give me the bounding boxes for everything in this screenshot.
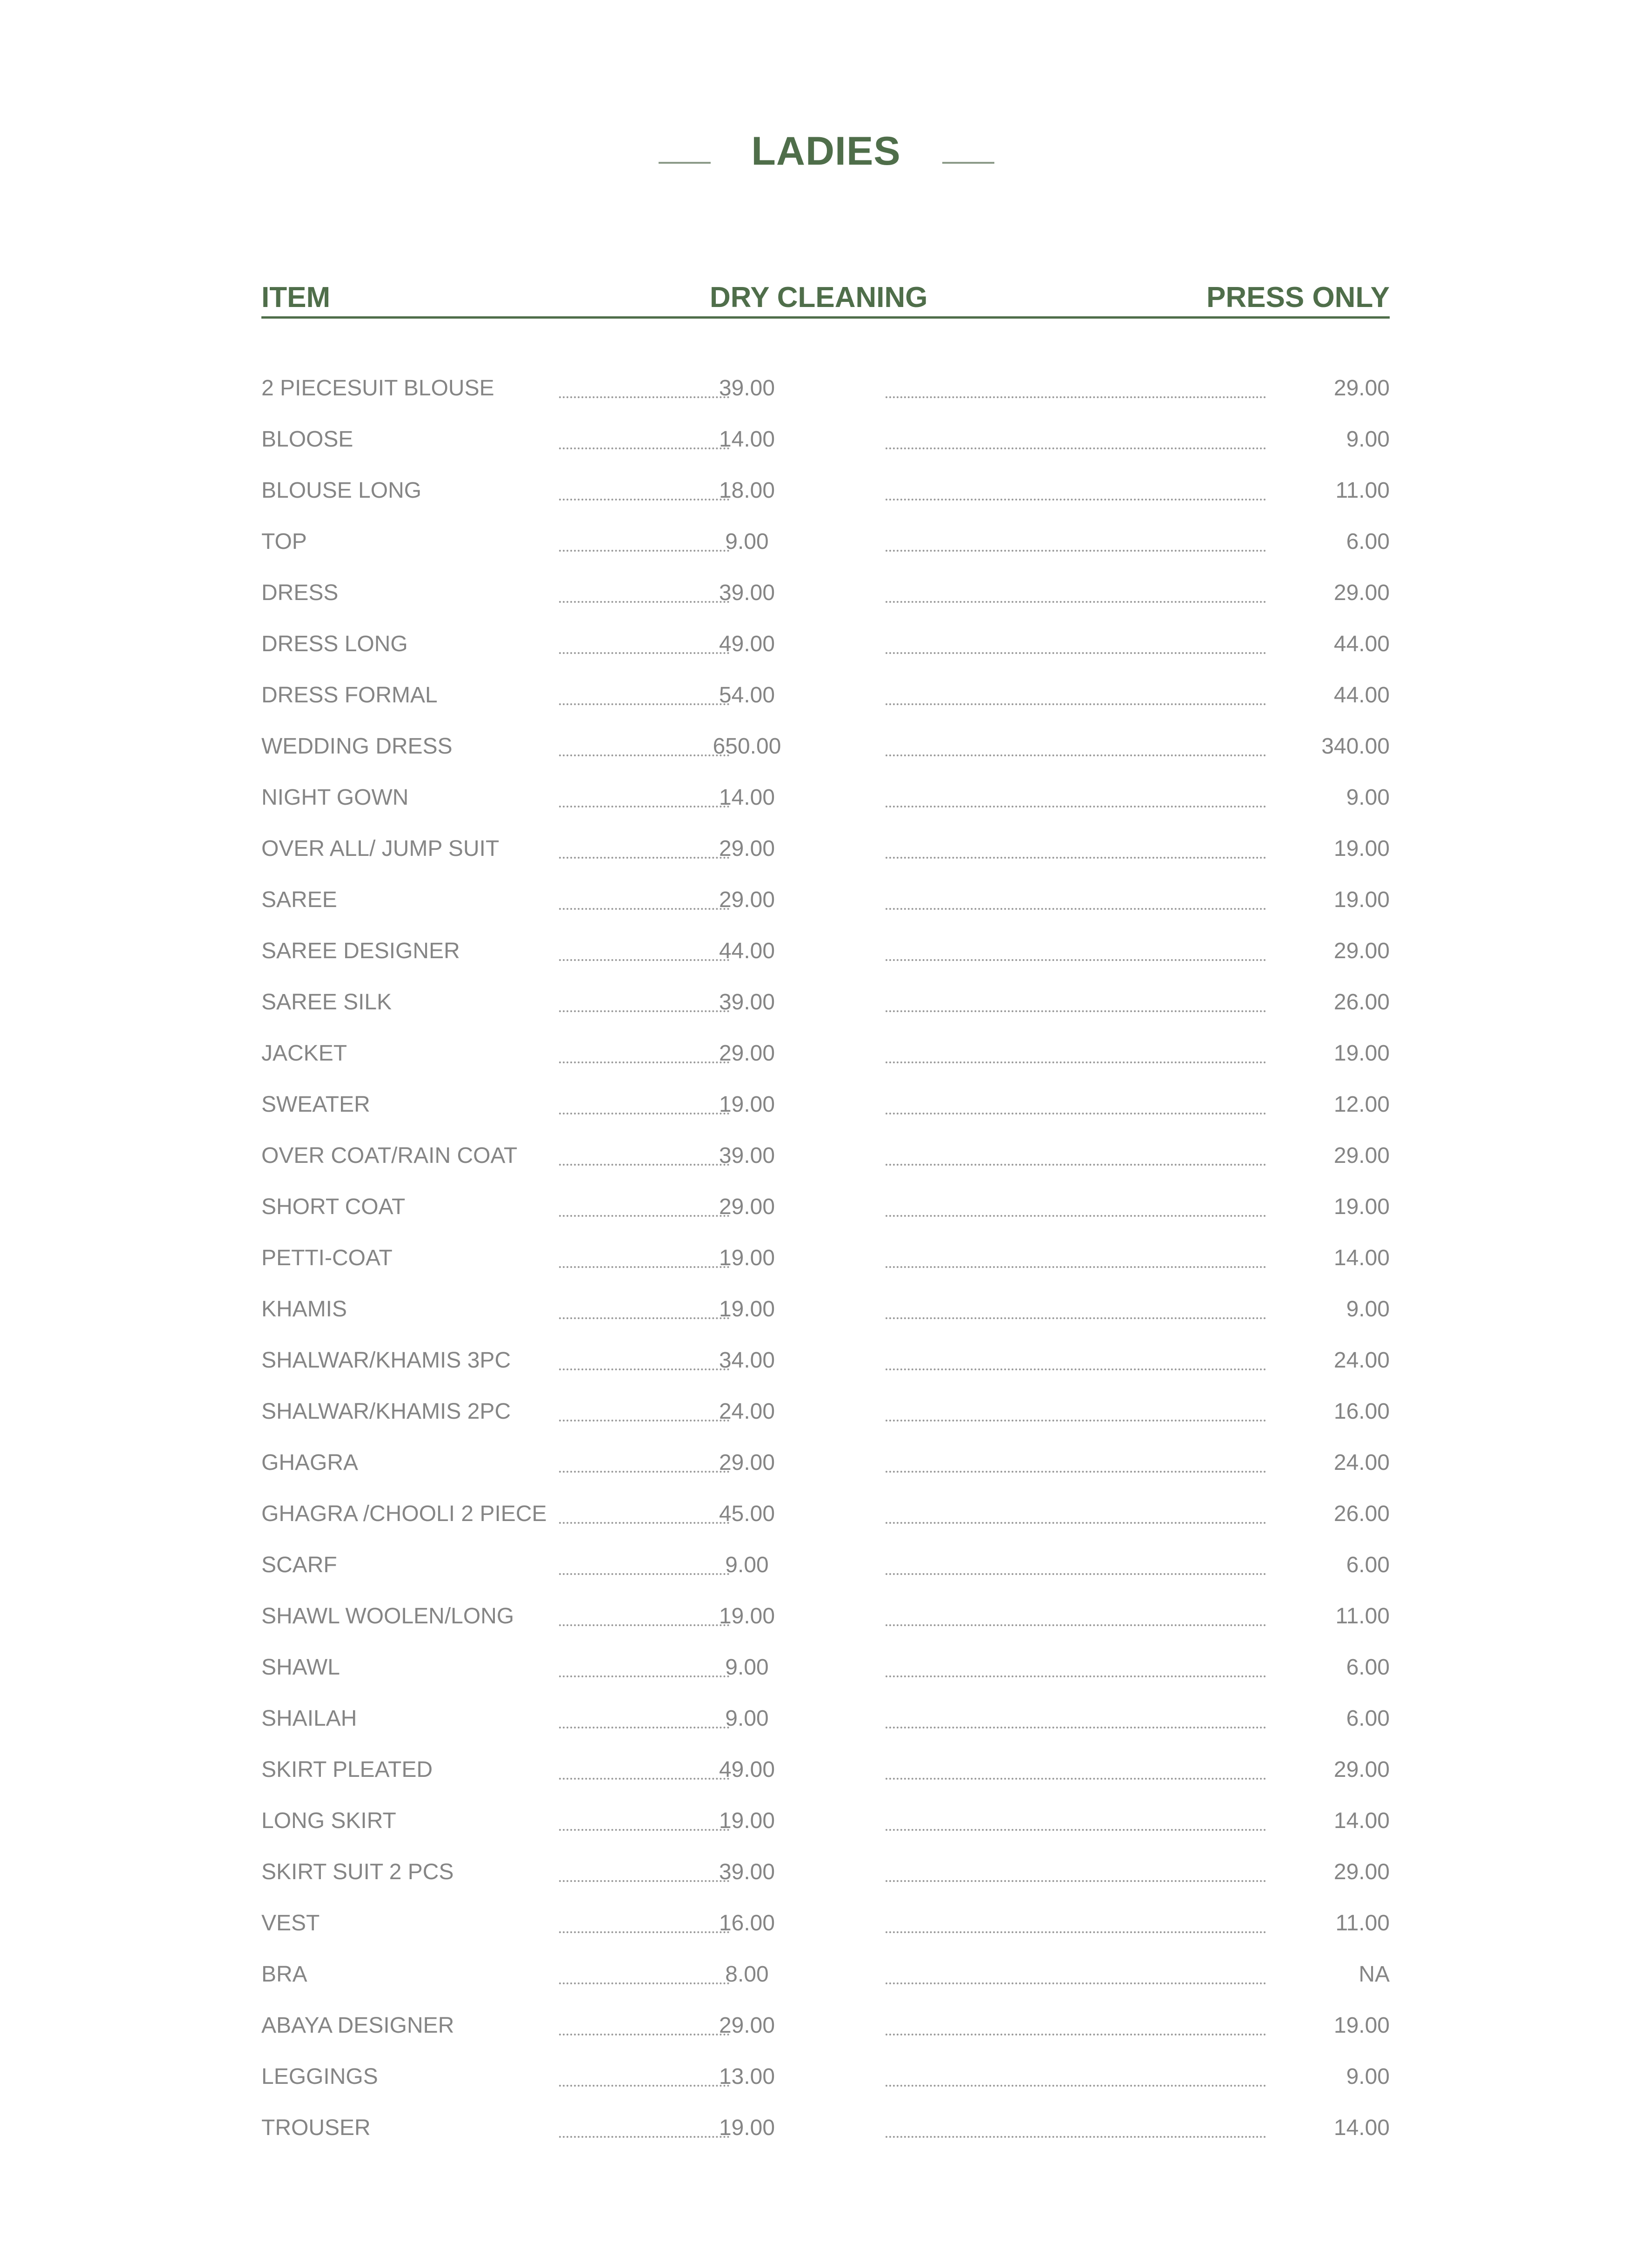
title-rule-right <box>942 162 994 164</box>
press-only-price: 14.00 <box>1333 2115 1390 2140</box>
dry-cleaning-price: 39.00 <box>719 1860 775 1884</box>
press-only-price: 9.00 <box>1346 2064 1390 2089</box>
table-row <box>261 772 1390 823</box>
table-row <box>261 1591 1390 1642</box>
dot-leader <box>886 1829 1266 1831</box>
press-only-price: 12.00 <box>1333 1092 1390 1117</box>
dry-cleaning-price: 54.00 <box>719 683 775 707</box>
press-only-price: 9.00 <box>1346 1297 1390 1321</box>
dot-leader <box>886 806 1266 807</box>
item-name: SHAILAH <box>261 1706 357 1731</box>
dot-leader <box>886 1982 1266 1984</box>
dot-leader <box>886 1778 1266 1780</box>
dot-leader <box>886 1420 1266 1421</box>
dot-leader <box>886 1471 1266 1473</box>
table-row <box>261 1642 1390 1693</box>
table-row <box>261 823 1390 874</box>
table-row <box>261 874 1390 926</box>
press-only-price: 14.00 <box>1333 1808 1390 1833</box>
dot-leader <box>886 1880 1266 1882</box>
dry-cleaning-price: 49.00 <box>719 632 775 656</box>
item-name: SHAWL WOOLEN/LONG <box>261 1604 514 1628</box>
dot-leader <box>886 1266 1266 1268</box>
item-name: SWEATER <box>261 1092 370 1117</box>
table-row <box>261 1949 1390 2000</box>
press-only-price: 29.00 <box>1333 376 1390 400</box>
table-row <box>261 1795 1390 1847</box>
dot-leader <box>886 2136 1266 2138</box>
dot-leader <box>886 703 1266 705</box>
press-only-price: 19.00 <box>1333 1041 1390 1066</box>
table-row <box>261 1181 1390 1233</box>
press-only-price: NA <box>1359 1962 1390 1987</box>
dot-leader <box>886 652 1266 654</box>
item-name: SHAWL <box>261 1655 340 1680</box>
dot-leader <box>886 1113 1266 1114</box>
item-name: PETTI-COAT <box>261 1246 393 1270</box>
table-row <box>261 2000 1390 2051</box>
table-row <box>261 1744 1390 1795</box>
item-name: SHORT COAT <box>261 1194 406 1219</box>
dry-cleaning-price: 19.00 <box>719 1808 775 1833</box>
press-only-price: 19.00 <box>1333 1194 1390 1219</box>
press-only-price: 340.00 <box>1321 734 1390 759</box>
item-name: SKIRT SUIT 2 PCS <box>261 1860 454 1884</box>
dot-leader <box>886 857 1266 859</box>
dot-leader <box>886 1522 1266 1524</box>
item-name: VEST <box>261 1911 320 1935</box>
item-name: SHALWAR/KHAMIS 3PC <box>261 1348 511 1373</box>
table-row <box>261 567 1390 619</box>
press-only-price: 16.00 <box>1333 1399 1390 1424</box>
dry-cleaning-price: 16.00 <box>719 1911 775 1935</box>
press-only-price: 29.00 <box>1333 939 1390 963</box>
dry-cleaning-price: 29.00 <box>719 887 775 912</box>
item-name: SAREE SILK <box>261 990 392 1014</box>
item-name: LONG SKIRT <box>261 1808 396 1833</box>
press-only-price: 6.00 <box>1346 1553 1390 1577</box>
dry-cleaning-price: 19.00 <box>719 2115 775 2140</box>
dot-leader <box>886 499 1266 500</box>
dry-cleaning-price: 9.00 <box>725 1655 769 1680</box>
dot-leader <box>886 1368 1266 1370</box>
dry-cleaning-price: 14.00 <box>719 785 775 810</box>
item-name: ABAYA DESIGNER <box>261 2013 454 2038</box>
press-only-price: 44.00 <box>1333 632 1390 656</box>
dry-cleaning-price: 29.00 <box>719 1194 775 1219</box>
press-only-price: 29.00 <box>1333 1143 1390 1168</box>
press-only-price: 11.00 <box>1335 478 1390 503</box>
press-only-price: 9.00 <box>1346 427 1390 452</box>
dry-cleaning-price: 49.00 <box>719 1757 775 1782</box>
press-only-price: 29.00 <box>1333 581 1390 605</box>
dot-leader <box>886 1624 1266 1626</box>
press-only-price: 6.00 <box>1346 529 1390 554</box>
table-row <box>261 670 1390 721</box>
dry-cleaning-price: 19.00 <box>719 1246 775 1270</box>
item-name: DRESS <box>261 581 339 605</box>
dot-leader <box>886 959 1266 961</box>
table-row <box>261 1028 1390 1079</box>
dry-cleaning-price: 45.00 <box>719 1501 775 1526</box>
dot-leader <box>886 1010 1266 1012</box>
dry-cleaning-price: 19.00 <box>719 1604 775 1628</box>
dot-leader <box>886 1215 1266 1217</box>
dot-leader <box>886 447 1266 449</box>
item-name: OVER COAT/RAIN COAT <box>261 1143 518 1168</box>
dry-cleaning-price: 19.00 <box>719 1297 775 1321</box>
item-name: SAREE <box>261 887 337 912</box>
dot-leader <box>886 2034 1266 2035</box>
dot-leader <box>886 396 1266 398</box>
item-name: BRA <box>261 1962 307 1987</box>
press-only-price: 19.00 <box>1333 836 1390 861</box>
table-row <box>261 619 1390 670</box>
table-row <box>261 465 1390 516</box>
press-only-price: 44.00 <box>1333 683 1390 707</box>
item-name: LEGGINGS <box>261 2064 378 2089</box>
item-name: SHALWAR/KHAMIS 2PC <box>261 1399 511 1424</box>
section-title <box>0 126 1652 181</box>
page-title: LADIES <box>751 129 901 173</box>
dry-cleaning-price: 650.00 <box>713 734 781 759</box>
dry-cleaning-price: 9.00 <box>725 1553 769 1577</box>
dry-cleaning-price: 39.00 <box>719 376 775 400</box>
dot-leader <box>886 1317 1266 1319</box>
item-name: DRESS FORMAL <box>261 683 438 707</box>
dot-leader <box>886 2085 1266 2087</box>
dry-cleaning-price: 19.00 <box>719 1092 775 1117</box>
item-name: SAREE DESIGNER <box>261 939 460 963</box>
table-row <box>261 2051 1390 2102</box>
dry-cleaning-price: 29.00 <box>719 1041 775 1066</box>
item-name: SCARF <box>261 1553 337 1577</box>
press-only-price: 29.00 <box>1333 1860 1390 1884</box>
table-row <box>261 1233 1390 1284</box>
dot-leader <box>886 550 1266 552</box>
dry-cleaning-price: 18.00 <box>719 478 775 503</box>
dry-cleaning-price: 9.00 <box>725 1706 769 1731</box>
table-row <box>261 1693 1390 1744</box>
press-only-price: 6.00 <box>1346 1706 1390 1731</box>
table-row <box>261 1488 1390 1540</box>
item-name: NIGHT GOWN <box>261 785 409 810</box>
dry-cleaning-price: 39.00 <box>719 581 775 605</box>
press-only-price: 14.00 <box>1333 1246 1390 1270</box>
dry-cleaning-price: 13.00 <box>719 2064 775 2089</box>
item-name: DRESS LONG <box>261 632 408 656</box>
table-row <box>261 1386 1390 1437</box>
table-row <box>261 1335 1390 1386</box>
table-row <box>261 1898 1390 1949</box>
item-name: 2 PIECESUIT BLOUSE <box>261 376 494 400</box>
dot-leader <box>886 601 1266 603</box>
table-row <box>261 1130 1390 1181</box>
item-name: KHAMIS <box>261 1297 347 1321</box>
dry-cleaning-price: 24.00 <box>719 1399 775 1424</box>
item-name: SKIRT PLEATED <box>261 1757 433 1782</box>
dot-leader <box>886 1931 1266 1933</box>
dot-leader <box>886 1164 1266 1166</box>
table-row <box>261 363 1390 414</box>
dot-leader <box>886 908 1266 910</box>
item-name: TROUSER <box>261 2115 371 2140</box>
press-only-price: 24.00 <box>1333 1348 1390 1373</box>
dry-cleaning-price: 39.00 <box>719 1143 775 1168</box>
item-name: GHAGRA /CHOOLI 2 PIECE <box>261 1501 547 1526</box>
column-header-dry-cleaning: DRY CLEANING <box>710 281 928 314</box>
item-name: TOP <box>261 529 307 554</box>
dot-leader <box>886 1061 1266 1063</box>
press-only-price: 19.00 <box>1333 2013 1390 2038</box>
item-name: BLOUSE LONG <box>261 478 422 503</box>
press-only-price: 26.00 <box>1333 1501 1390 1526</box>
dot-leader <box>886 1573 1266 1575</box>
table-row <box>261 1284 1390 1335</box>
dry-cleaning-price: 9.00 <box>725 529 769 554</box>
dry-cleaning-price: 29.00 <box>719 836 775 861</box>
item-name: OVER ALL/ JUMP SUIT <box>261 836 500 861</box>
price-table-header <box>261 274 1390 319</box>
table-row <box>261 414 1390 465</box>
press-only-price: 11.00 <box>1335 1604 1390 1628</box>
table-row <box>261 721 1390 772</box>
press-only-price: 9.00 <box>1346 785 1390 810</box>
dot-leader <box>886 1727 1266 1728</box>
table-row <box>261 1437 1390 1488</box>
column-header-press-only: PRESS ONLY <box>1206 281 1390 314</box>
item-name: GHAGRA <box>261 1450 359 1475</box>
press-only-price: 6.00 <box>1346 1655 1390 1680</box>
dot-leader <box>886 754 1266 756</box>
price-table-body <box>261 363 1390 2154</box>
table-row <box>261 2102 1390 2154</box>
table-row <box>261 977 1390 1028</box>
dry-cleaning-price: 34.00 <box>719 1348 775 1373</box>
dot-leader <box>886 1675 1266 1677</box>
dry-cleaning-price: 29.00 <box>719 2013 775 2038</box>
item-name: BLOOSE <box>261 427 353 452</box>
press-only-price: 19.00 <box>1333 887 1390 912</box>
table-row <box>261 1079 1390 1130</box>
press-only-price: 26.00 <box>1333 990 1390 1014</box>
item-name: WEDDING DRESS <box>261 734 453 759</box>
table-row <box>261 1847 1390 1898</box>
dry-cleaning-price: 39.00 <box>719 990 775 1014</box>
column-header-item: ITEM <box>261 281 331 314</box>
item-name: JACKET <box>261 1041 347 1066</box>
table-row <box>261 516 1390 567</box>
press-only-price: 11.00 <box>1335 1911 1390 1935</box>
dry-cleaning-price: 8.00 <box>725 1962 769 1987</box>
dry-cleaning-price: 29.00 <box>719 1450 775 1475</box>
press-only-price: 24.00 <box>1333 1450 1390 1475</box>
table-row <box>261 926 1390 977</box>
press-only-price: 29.00 <box>1333 1757 1390 1782</box>
dry-cleaning-price: 14.00 <box>719 427 775 452</box>
table-row <box>261 1540 1390 1591</box>
dry-cleaning-price: 44.00 <box>719 939 775 963</box>
